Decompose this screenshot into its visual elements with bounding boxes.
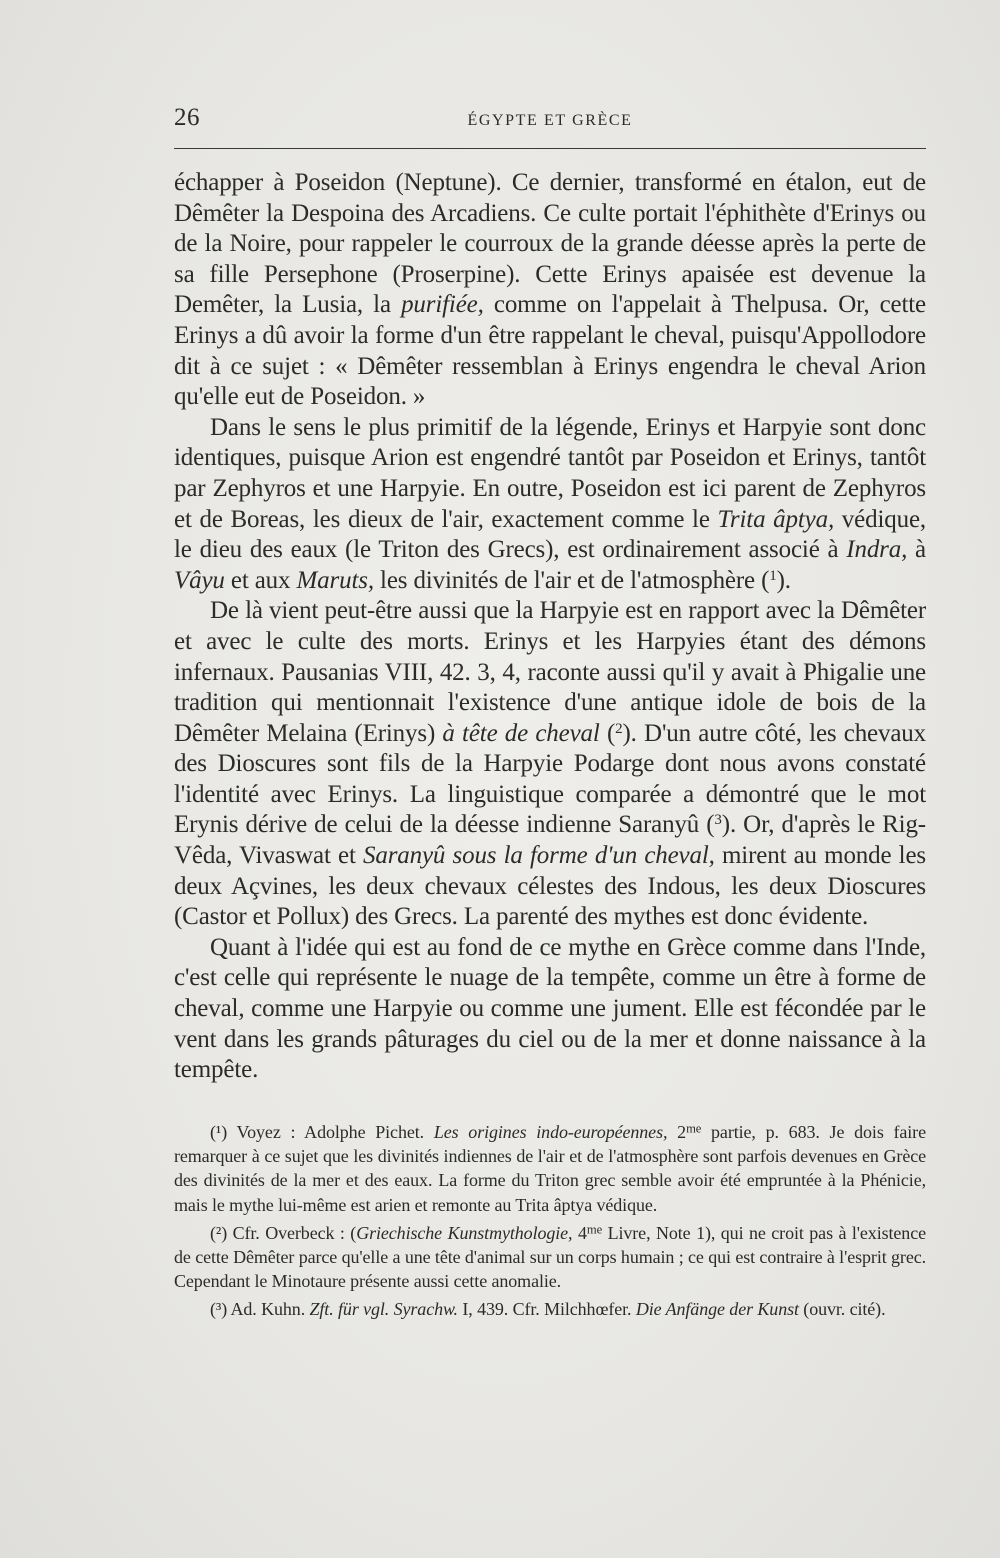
main-text <box>174 168 926 1086</box>
footnote-ref-1[interactable]: 1 <box>769 567 777 584</box>
paragraph-4: Quant à l'idée qui est au fond de ce mythe en Grèce comme dans l'Inde, c'est celle qui représente le nuage de la tempête, comme un être à forme de cheval, comme une Harpyie ou comme une jument. Elle est fécondée par le vent dans les grands pâturages du ciel ou de la mer et donne naissance à la tempête. <box>174 933 926 1084</box>
running-title: ÉGYPTE ET GRÈCE <box>467 112 633 129</box>
footnote-3-mark: (³) <box>210 1299 228 1320</box>
footnote-ref-2[interactable]: 2 <box>615 720 623 737</box>
footnote-ref-3[interactable]: 3 <box>714 812 722 829</box>
footnote-2: (²) Cfr. Overbeck : (Griechische Kunstmythologie, 4$^{me}$ Livre, Note 1), qui ne croit pas à l'existence de cette Dêmêter parce qu'elle a une tête d'animal sur un corps humain ; ce qui est contraire à l'esprit grec. Cependant le Minotaure présente aussi cette anomalie. <box>174 1222 926 1292</box>
footnote-1-mark: (¹) <box>210 1122 228 1142</box>
footnote-3: (³) Ad. Kuhn. Zft. für vgl. Syrachw. I, 439. Cfr. Milchhœfer. Die Anfänge der Kunst (ouvr. cité). <box>210 1299 886 1320</box>
page-header <box>174 100 926 140</box>
paragraph-1: échapper à Poseidon (Neptune). Ce dernier, transformé en étalon, eut de Dêmêter la Despoina des Arcadiens. Ce culte portait l'éphithète d'Erinys ou de la Noire, pour rappeler le courroux de la grande déesse après la perte de sa fille Persephone (Proserpine). Cette Erinys apaisée est devenue la Demêter, la Lusia, la purifiée, comme on l'appelait à Thelpusa. Or, cette Erinys a dû avoir la forme d'un être rappelant le cheval, puisqu'Appollodore dit à ce sujet : « Dêmêter ressemblan à Erinys engendra le cheval Arion qu'elle eut de Poseidon. » <box>174 169 926 411</box>
footnotes <box>174 1120 926 1326</box>
paragraph-2: Dans le sens le plus primitif de la légende, Erinys et Harpyie sont donc identiques, puisque Arion est engendré tantôt par Poseidon et Erinys, tantôt par Zephyros et une Harpyie. En outre, Poseidon est ici parent de Zephyros et de Boreas, les dieux de l'air, exactement comme le Trita âptya, védique, le dieu des eaux (le Triton des Grecs), est ordinairement associé à Indra, à Vâyu et aux Maruts, les divinités de l'air et de l'atmosphère ($^1$). <box>174 413 926 594</box>
header-rule <box>174 148 926 149</box>
footnote-2-mark: (²) <box>210 1222 228 1243</box>
footnote-1: (¹) Voyez : Adolphe Pichet. Les origines indo-européennes, 2$^{me}$ partie, p. 683. Je dois faire remarquer à ce sujet que les divinités indiennes de l'air et de l'atmosphère sont parfois devenues en Grèce des divinités de la mer et des eaux. La forme du Triton grec semble avoir été empruntée à la Phénicie, mais le mythe lui-même est arien et remonte au Trita âptya védique. <box>174 1121 926 1215</box>
paragraph-3: De là vient peut-être aussi que la Harpyie est en rapport avec la Dêmêter et avec le culte des morts. Erinys et les Harpyies étant des démons infernaux. Pausanias VIII, 42. 3, 4, raconte aussi qu'il y avait à Phigalie une tradition qui mentionnait l'existence d'une antique idole de bois de la Dêmêter Melaina (Erinys) à tête de cheval ($^2$). D'un autre côté, les chevaux des Dioscures sont fils de la Harpyie Podarge dont nous avons constaté l'identité avec Erinys. La linguistique comparée a démontré que le mot Erynis dérive de celui de la déesse indienne Saranyû ($^3$). Or, d'après le Rig-Vêda, Vivaswat et Saranyû sous la forme d'un cheval, mirent au monde les deux Açvines, les deux chevaux célestes des Indous, les deux Dioscures (Castor et Pollux) des Grecs. La parenté des mythes est donc évidente. <box>174 597 927 931</box>
page-number: 26 <box>174 104 200 131</box>
